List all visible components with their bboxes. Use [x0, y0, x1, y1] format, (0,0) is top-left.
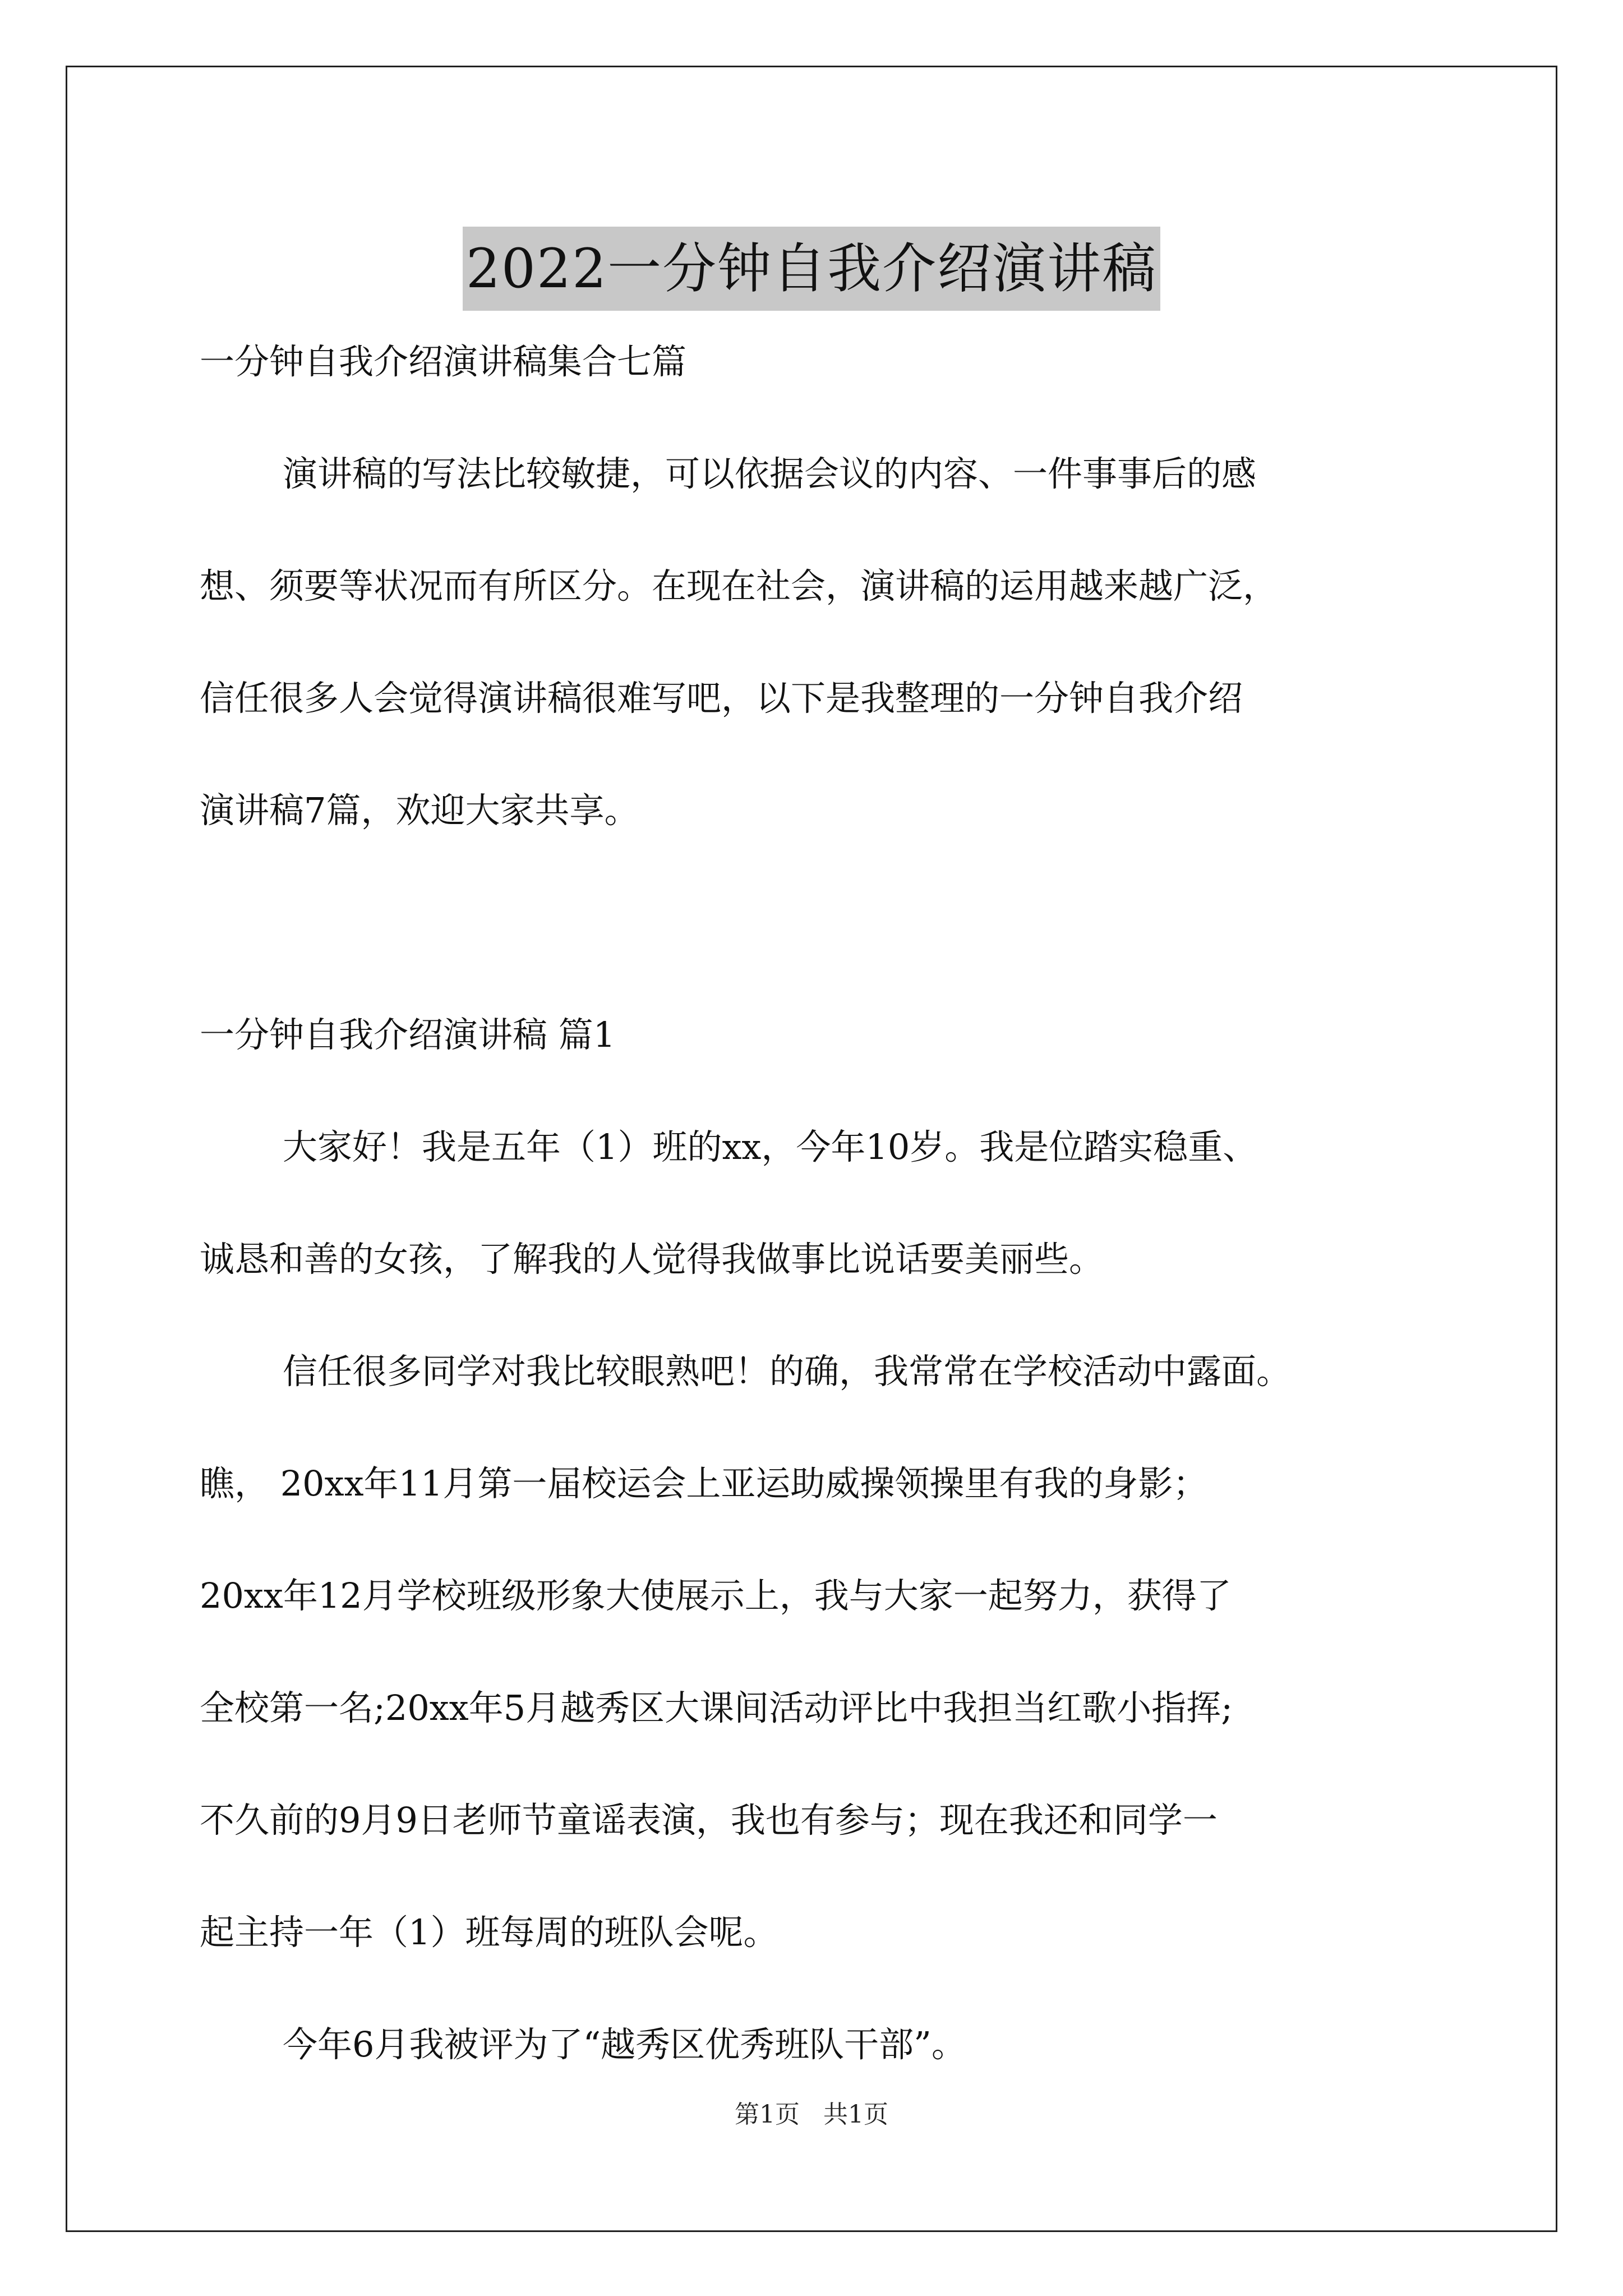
paragraph-line: 信任很多人会觉得演讲稿很难写吧，以下是我整理的一分钟自我介绍 [200, 678, 1243, 719]
paragraph-line: 20xx年12月学校班级形象大使展示上，我与大家一起努力，获得了 [200, 1575, 1232, 1616]
page-total: 共1页 [823, 2100, 888, 2129]
paragraph-line: 全校第一名;20xx年5月越秀区大课间活动评比中我担当红歌小指挥; [200, 1687, 1233, 1728]
section-heading: 一分钟自我介绍演讲稿 篇1 [200, 1014, 616, 1055]
paragraph-line: 不久前的9月9日老师节童谣表演，我也有参与；现在我还和同学一 [200, 1800, 1218, 1841]
document-body [200, 306, 1450, 2101]
paragraph-line: 想、须要等状况而有所区分。在现在社会，演讲稿的运用越来越广泛， [200, 565, 1278, 606]
page-footer [0, 2098, 1623, 2132]
paragraph-line: 一分钟自我介绍演讲稿集合七篇 [200, 341, 687, 382]
paragraph-line: 今年6月我被评为了“越秀区优秀班队干部”。 [283, 2024, 966, 2065]
paragraph-line: 诚恳和善的女孩，了解我的人觉得我做事比说话要美丽些。 [200, 1239, 1104, 1280]
paragraph-line: 瞧， 20xx年11月第一届校运会上亚运助威操领操里有我的身影； [200, 1463, 1208, 1504]
page-number: 第1页 [735, 2100, 800, 2129]
paragraph-line: 演讲稿的写法比较敏捷，可以依据会议的内容、一件事事后的感 [283, 453, 1257, 494]
paragraph-line: 大家好！我是五年（1）班的xx，今年10岁。我是位踏实稳重、 [283, 1126, 1258, 1167]
paragraph-line: 起主持一年（1）班每周的班队会呢。 [200, 1912, 778, 1953]
blank-line [200, 867, 1450, 979]
paragraph-line: 信任很多同学对我比较眼熟吧！的确，我常常在学校活动中露面。 [283, 1351, 1292, 1392]
paragraph-line: 演讲稿7篇，欢迎大家共享。 [200, 790, 639, 831]
document-title: 2022一分钟自我介绍演讲稿 [463, 227, 1160, 311]
